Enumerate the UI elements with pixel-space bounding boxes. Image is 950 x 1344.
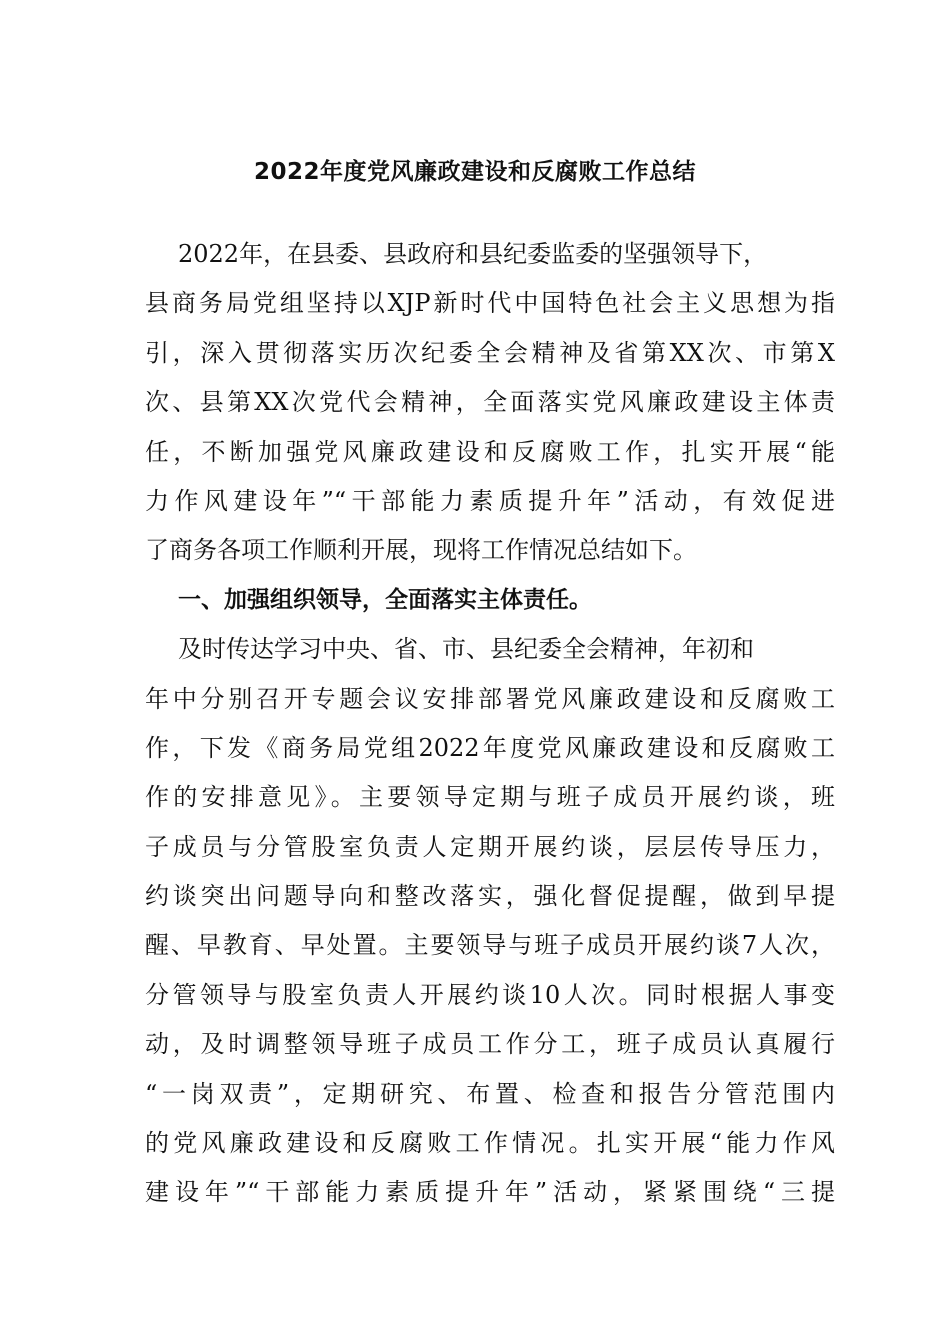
text-line: 任，不断加强党风廉政建设和反腐败工作，扎实开展“能 bbox=[145, 437, 835, 466]
section-heading: 一、加强组织领导，全面落实主体责任。 bbox=[178, 586, 592, 613]
text-line: 分管领导与股室负责人开展约谈10人次。同时根据人事变 bbox=[145, 980, 835, 1009]
text-line: 力作风建设年”“干部能力素质提升年”活动，有效促进 bbox=[145, 486, 835, 515]
text-line: 及时传达学习中央、省、市、县纪委全会精神，年初和 bbox=[178, 635, 754, 664]
text-line: 子成员与分管股室负责人定期开展约谈，层层传导压力， bbox=[145, 832, 835, 861]
text-line: 约谈突出问题导向和整改落实，强化督促提醒，做到早提 bbox=[145, 882, 835, 911]
text-line: 引，深入贯彻落实历次纪委全会精神及省第XX次、市第X bbox=[145, 338, 835, 367]
text-line: 作的安排意见》。主要领导定期与班子成员开展约谈，班 bbox=[145, 783, 835, 812]
text-line: 了商务各项工作顺利开展，现将工作情况总结如下。 bbox=[145, 536, 697, 565]
text-line: 县商务局党组坚持以XJP新时代中国特色社会主义思想为指 bbox=[145, 289, 835, 318]
text-line: “一岗双责”，定期研究、布置、检查和报告分管范围内 bbox=[145, 1079, 835, 1108]
text-line: 年中分别召开专题会议安排部署党风廉政建设和反腐败工 bbox=[145, 684, 835, 713]
text-line: 作，下发《商务局党组2022年度党风廉政建设和反腐败工 bbox=[145, 733, 835, 762]
text-line: 的党风廉政建设和反腐败工作情况。扎实开展“能力作风 bbox=[145, 1129, 835, 1158]
document-title: 2022年度党风廉政建设和反腐败工作总结 bbox=[253, 159, 696, 185]
text-line: 醒、早教育、早处置。主要领导与班子成员开展约谈7人次， bbox=[145, 931, 835, 960]
text-line: 建设年”“干部能力素质提升年”活动，紧紧围绕“三提 bbox=[145, 1178, 835, 1207]
text-line: 次、县第XX次党代会精神，全面落实党风廉政建设主体责 bbox=[145, 388, 835, 417]
paragraph-intro bbox=[145, 230, 835, 1218]
text-line: 2022年，在县委、县政府和县纪委监委的坚强领导下， bbox=[178, 240, 768, 268]
text-line: 动，及时调整领导班子成员工作分工，班子成员认真履行 bbox=[145, 1030, 835, 1059]
